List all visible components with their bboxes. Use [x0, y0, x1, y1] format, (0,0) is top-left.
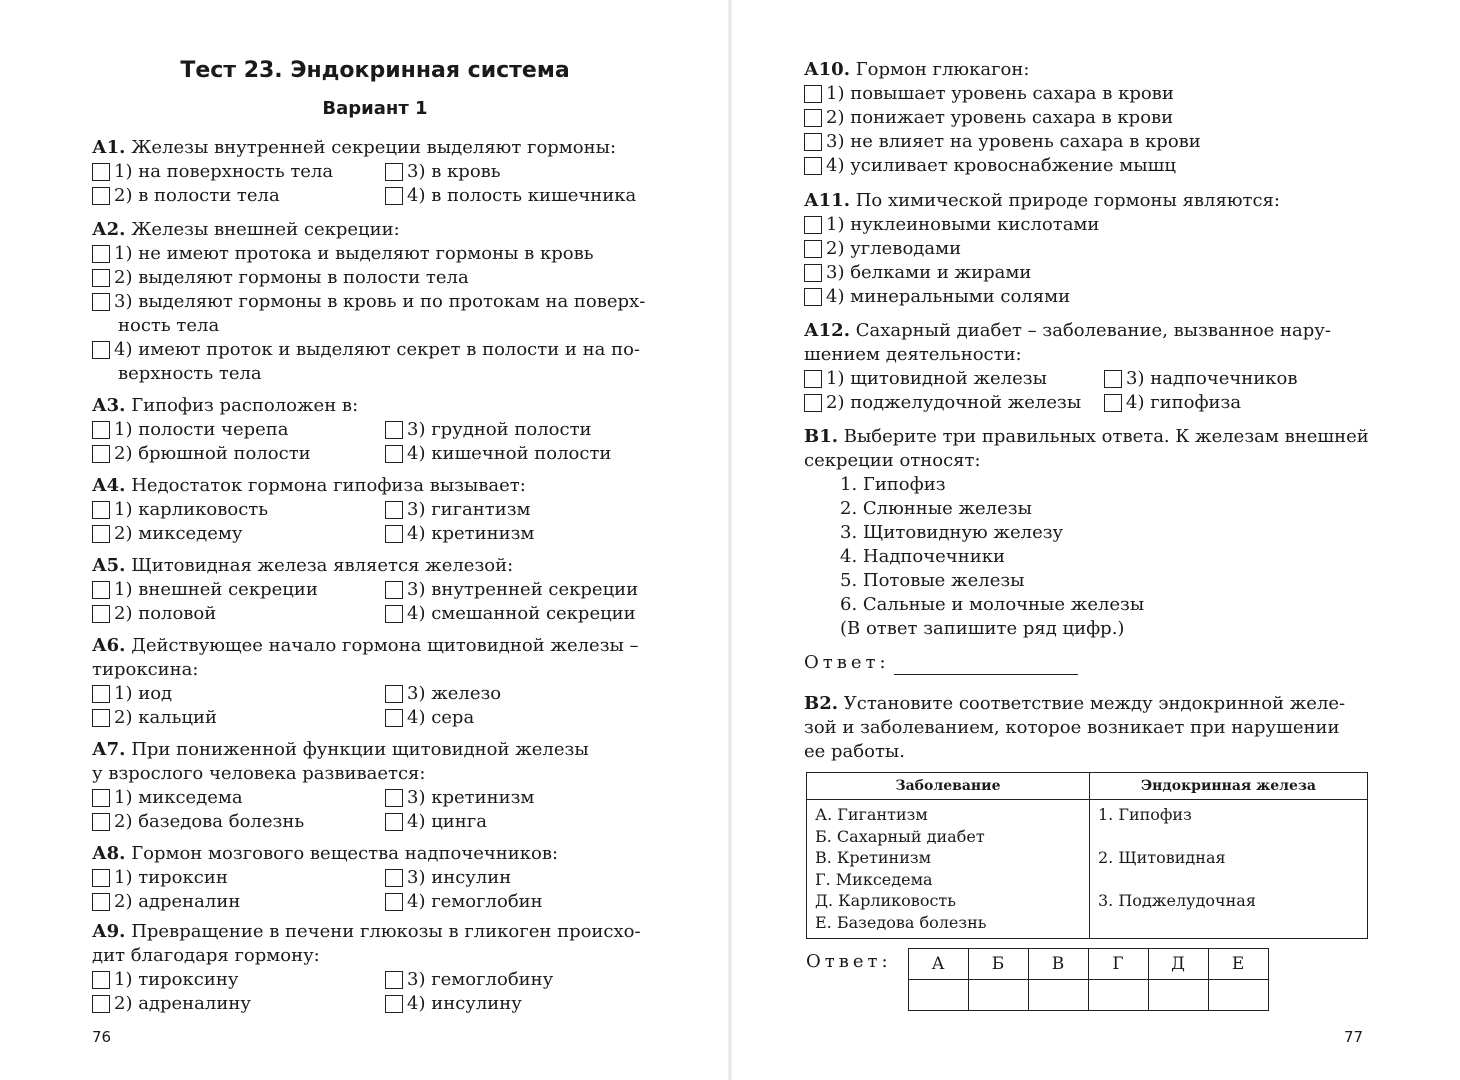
question-text: Сахарный диабет – заболевание, вызванное нару- — [855, 320, 1331, 341]
option-label: 1) микседема — [114, 787, 243, 808]
option[interactable] — [804, 261, 1031, 285]
option-label: 4) в полость кишечника — [407, 185, 637, 206]
gland-column — [1090, 800, 1368, 939]
question-a8 — [92, 842, 558, 914]
option-label: 2) кальций — [114, 707, 217, 728]
gland-item: 1. Гипофиз — [1098, 805, 1192, 824]
option[interactable] — [385, 810, 487, 834]
right-page — [730, 0, 1460, 1080]
checkbox[interactable] — [92, 501, 110, 519]
checkbox[interactable] — [92, 813, 110, 831]
question-a5 — [92, 554, 638, 626]
checkbox[interactable] — [385, 421, 403, 439]
checkbox[interactable] — [385, 869, 403, 887]
question-a6 — [92, 634, 639, 730]
answer-cell[interactable] — [968, 980, 1028, 1011]
disease-item: Г. Микседема — [815, 869, 933, 889]
option-label: 3) инсулин — [407, 867, 512, 888]
option[interactable] — [92, 184, 385, 208]
question-a11 — [804, 189, 1280, 309]
checkbox[interactable] — [92, 269, 110, 287]
checkbox[interactable] — [385, 581, 403, 599]
checkbox[interactable] — [92, 163, 110, 181]
checkbox[interactable] — [92, 605, 110, 623]
question-number: А6. — [92, 635, 126, 656]
option[interactable] — [804, 82, 1174, 106]
answer-letter: Д — [1148, 949, 1208, 980]
checkbox[interactable] — [92, 293, 110, 311]
checkbox[interactable] — [92, 245, 110, 263]
option[interactable] — [385, 890, 543, 914]
option[interactable] — [92, 266, 469, 290]
b1-note: (В ответ запишите ряд цифр.) — [840, 618, 1125, 639]
question-text: По химической природе гормоны являются: — [855, 190, 1280, 211]
option-label: 4) смешанной секреции — [407, 603, 636, 624]
option-label: 2) выделяют гормоны в полости тела — [114, 267, 469, 288]
checkbox[interactable] — [92, 445, 110, 463]
option-label: 1) тироксину — [114, 969, 239, 990]
option-label: 3) внутренней секреции — [407, 579, 639, 600]
checkbox[interactable] — [92, 995, 110, 1013]
question-text-continued: дит благодаря гормону: — [92, 945, 320, 966]
checkbox[interactable] — [385, 893, 403, 911]
checkbox[interactable] — [92, 421, 110, 439]
option[interactable] — [92, 290, 645, 314]
option-label: 2) микседему — [114, 523, 243, 544]
question-a4 — [92, 474, 534, 546]
option[interactable] — [92, 968, 385, 992]
question-number: А3. — [92, 395, 126, 416]
b1-choice-list — [804, 473, 1369, 641]
list-item: 4. Надпочечники — [840, 546, 1005, 567]
checkbox[interactable] — [804, 157, 822, 175]
checkbox[interactable] — [1104, 370, 1122, 388]
answer-label: Ответ: — [804, 652, 890, 673]
question-text: Действующее начало гормона щитовидной железы – — [131, 635, 639, 656]
option[interactable] — [1104, 391, 1241, 415]
option-label: 2) поджелудочной железы — [826, 392, 1082, 413]
option-label: 1) нуклеиновыми кислотами — [826, 214, 1100, 235]
checkbox[interactable] — [92, 341, 110, 359]
option[interactable] — [385, 866, 511, 890]
option-label: 1) на поверхность тела — [114, 161, 334, 182]
answer-letter: Б — [968, 949, 1028, 980]
checkbox[interactable] — [92, 893, 110, 911]
option[interactable] — [92, 578, 385, 602]
page-number: 77 — [1344, 1028, 1364, 1046]
list-item: 3. Щитовидную железу — [840, 522, 1064, 543]
disease-item: Д. Карликовость — [815, 891, 956, 911]
matching-table — [806, 772, 1368, 939]
option[interactable] — [385, 442, 611, 466]
checkbox[interactable] — [804, 109, 822, 127]
gland-item: 3. Поджелудочная — [1098, 891, 1256, 911]
question-number: А9. — [92, 921, 126, 942]
option-label: 4) сера — [407, 707, 475, 728]
option[interactable] — [804, 391, 1104, 415]
question-text-continued: у взрослого человека развивается: — [92, 763, 426, 784]
list-item: 5. Потовые железы — [840, 570, 1025, 591]
option[interactable] — [804, 237, 961, 261]
question-number: А5. — [92, 555, 126, 576]
option-label-continued: верхность тела — [118, 363, 262, 384]
option-label: 1) не имеют протока и выделяют гормоны в кровь — [114, 243, 594, 264]
option[interactable] — [804, 106, 1173, 130]
disease-item: А. Гигантизм — [815, 805, 928, 824]
answer-cell[interactable] — [1028, 980, 1088, 1011]
option[interactable] — [385, 992, 522, 1016]
option-label: 4) цинга — [407, 811, 487, 832]
option-label: 1) иод — [114, 683, 173, 704]
question-number: А2. — [92, 219, 126, 240]
checkbox[interactable] — [92, 187, 110, 205]
checkbox[interactable] — [804, 264, 822, 282]
option[interactable] — [385, 184, 636, 208]
option[interactable] — [804, 154, 1176, 178]
option-label: 2) углеводами — [826, 238, 962, 259]
option[interactable] — [92, 338, 640, 362]
option-label: 1) щитовидной железы — [826, 368, 1047, 389]
answer-letter: В — [1028, 949, 1088, 980]
option[interactable] — [92, 682, 385, 706]
option-label: 3) грудной полости — [407, 419, 592, 440]
answer-label: Ответ: — [806, 951, 892, 972]
answer-cell[interactable] — [1088, 980, 1148, 1011]
question-text-continued: шением деятельности: — [804, 344, 1022, 365]
option-label: 2) в полости тела — [114, 185, 280, 206]
question-a10 — [804, 58, 1201, 178]
option-label: 4) кишечной полости — [407, 443, 612, 464]
b1-answer-field[interactable] — [894, 656, 1078, 675]
option-label: 2) брюшной полости — [114, 443, 311, 464]
option[interactable] — [92, 522, 385, 546]
answer-cell[interactable] — [1208, 980, 1268, 1011]
question-number: А7. — [92, 739, 126, 760]
option-label: 1) повышает уровень сахара в крови — [826, 83, 1174, 104]
option[interactable] — [92, 242, 594, 266]
option-label: 2) понижает уровень сахара в крови — [826, 107, 1174, 128]
disease-item: Б. Сахарный диабет — [815, 826, 985, 846]
question-text-continued: секреции относят: — [804, 450, 981, 471]
question-a1 — [92, 136, 636, 208]
checkbox[interactable] — [385, 995, 403, 1013]
option[interactable] — [92, 160, 385, 184]
option[interactable] — [804, 285, 1070, 309]
option-label: 3) гигантизм — [407, 499, 531, 520]
option-label: 3) железо — [407, 683, 502, 704]
option-label: 4) инсулину — [407, 993, 522, 1014]
option[interactable] — [92, 992, 385, 1016]
option[interactable] — [92, 442, 385, 466]
question-number: А12. — [804, 320, 850, 341]
checkbox[interactable] — [92, 789, 110, 807]
option[interactable] — [385, 682, 501, 706]
option[interactable] — [385, 786, 534, 810]
option[interactable] — [92, 602, 385, 626]
option[interactable] — [804, 367, 1104, 391]
gland-item: 2. Щитовидная — [1098, 848, 1226, 868]
answer-letter: А — [908, 949, 968, 980]
option-label: 4) минеральными солями — [826, 286, 1071, 307]
option[interactable] — [804, 130, 1201, 154]
checkbox[interactable] — [385, 445, 403, 463]
question-number: А4. — [92, 475, 126, 496]
option[interactable] — [385, 418, 592, 442]
option-label: 3) кретинизм — [407, 787, 535, 808]
answer-cell[interactable] — [1148, 980, 1208, 1011]
b1-answer-row — [804, 651, 1369, 675]
option[interactable] — [804, 213, 1099, 237]
option[interactable] — [385, 160, 501, 184]
question-b2 — [804, 692, 1345, 764]
checkbox[interactable] — [385, 187, 403, 205]
question-a12 — [804, 319, 1331, 415]
option[interactable] — [92, 810, 385, 834]
question-a7 — [92, 738, 589, 834]
checkbox[interactable] — [1104, 394, 1122, 412]
checkbox[interactable] — [804, 394, 822, 412]
question-text: Гормон мозгового вещества надпочечников: — [131, 843, 559, 864]
option-label: 3) не влияет на уровень сахара в крови — [826, 131, 1201, 152]
list-item: 2. Слюнные железы — [840, 498, 1032, 519]
option-label: 1) карликовость — [114, 499, 269, 520]
option-label: 3) белками и жирами — [826, 262, 1032, 283]
question-a2 — [92, 218, 645, 386]
question-text: Гормон глюкагон: — [855, 59, 1030, 80]
option[interactable] — [92, 418, 385, 442]
disease-item: В. Кретинизм — [815, 848, 932, 868]
question-number: А8. — [92, 843, 126, 864]
option[interactable] — [385, 602, 636, 626]
question-number: А1. — [92, 137, 126, 158]
option-label: 1) внешней секреции — [114, 579, 318, 600]
question-text: Железы внутренней секреции выделяют гормоны: — [131, 137, 617, 158]
option[interactable] — [385, 706, 474, 730]
question-number: В2. — [804, 693, 839, 714]
variant-subtitle: Вариант 1 — [322, 98, 428, 119]
checkbox[interactable] — [385, 789, 403, 807]
checkbox[interactable] — [385, 605, 403, 623]
question-text-continued: зой и заболеванием, которое возникает при нарушении — [804, 717, 1340, 738]
option-label: 3) в кровь — [407, 161, 501, 182]
checkbox[interactable] — [92, 709, 110, 727]
question-a9 — [92, 920, 641, 1016]
question-b1 — [804, 425, 1369, 675]
checkbox[interactable] — [385, 971, 403, 989]
checkbox[interactable] — [385, 709, 403, 727]
table-header: Заболевание — [807, 773, 1090, 800]
b2-answer-grid — [908, 948, 1269, 1011]
option-label-continued: ность тела — [118, 315, 220, 336]
question-text: Гипофиз расположен в: — [131, 395, 359, 416]
checkbox[interactable] — [804, 216, 822, 234]
checkbox[interactable] — [92, 685, 110, 703]
question-text: Установите соответствие между эндокринной желе- — [843, 693, 1346, 714]
b2-answer-row — [806, 948, 1269, 1011]
checkbox[interactable] — [385, 163, 403, 181]
checkbox[interactable] — [385, 525, 403, 543]
checkbox[interactable] — [385, 813, 403, 831]
question-text-continued: тироксина: — [92, 659, 199, 680]
question-number: А10. — [804, 59, 850, 80]
checkbox[interactable] — [92, 971, 110, 989]
option[interactable] — [385, 968, 553, 992]
option-label: 2) половой — [114, 603, 217, 624]
option-label: 2) базедова болезнь — [114, 811, 305, 832]
question-a3 — [92, 394, 611, 466]
question-number: В1. — [804, 426, 839, 447]
question-text: Недостаток гормона гипофиза вызывает: — [131, 475, 526, 496]
question-text: Железы внешней секреции: — [131, 219, 400, 240]
option[interactable] — [92, 866, 385, 890]
option[interactable] — [385, 522, 534, 546]
option[interactable] — [1104, 367, 1298, 391]
option-label: 3) выделяют гормоны в кровь и по протокам на поверх- — [114, 291, 646, 312]
answer-letter: Е — [1208, 949, 1268, 980]
option-label: 3) надпочечников — [1126, 368, 1298, 389]
question-text: При пониженной функции щитовидной железы — [131, 739, 589, 760]
checkbox[interactable] — [92, 525, 110, 543]
question-text: Щитовидная железа является железой: — [131, 555, 514, 576]
option[interactable] — [92, 706, 385, 730]
checkbox[interactable] — [804, 288, 822, 306]
checkbox[interactable] — [385, 501, 403, 519]
question-text: Превращение в печени глюкозы в гликоген происхо- — [131, 921, 641, 942]
option[interactable] — [92, 498, 385, 522]
checkbox[interactable] — [804, 133, 822, 151]
option[interactable] — [385, 498, 531, 522]
option-label: 2) адреналин — [114, 891, 241, 912]
list-item: 6. Сальные и молочные железы — [840, 594, 1145, 615]
checkbox[interactable] — [804, 370, 822, 388]
option-label: 2) адреналину — [114, 993, 251, 1014]
option[interactable] — [92, 890, 385, 914]
disease-item: Е. Базедова болезнь — [815, 912, 987, 932]
option-label: 3) гемоглобину — [407, 969, 554, 990]
checkbox[interactable] — [92, 869, 110, 887]
list-item: 1. Гипофиз — [840, 474, 946, 495]
disease-column — [807, 800, 1090, 939]
question-text-continued: ее работы. — [804, 741, 905, 762]
table-header: Эндокринная железа — [1090, 773, 1368, 800]
option-label: 4) имеют проток и выделяют секрет в полости и на по- — [114, 339, 641, 360]
answer-cell[interactable] — [908, 980, 968, 1011]
question-number: А11. — [804, 190, 850, 211]
test-title: Тест 23. Эндокринная система — [180, 58, 570, 83]
checkbox[interactable] — [385, 685, 403, 703]
option[interactable] — [92, 786, 385, 810]
page-number: 76 — [92, 1028, 112, 1046]
option-label: 4) усиливает кровоснабжение мышц — [826, 155, 1176, 176]
option-label: 1) полости черепа — [114, 419, 289, 440]
checkbox[interactable] — [804, 240, 822, 258]
answer-letter: Г — [1088, 949, 1148, 980]
question-text: Выберите три правильных ответа. К железам внешней — [843, 426, 1369, 447]
checkbox[interactable] — [92, 581, 110, 599]
option-label: 1) тироксин — [114, 867, 228, 888]
option-label: 4) кретинизм — [407, 523, 535, 544]
option-label: 4) гипофиза — [1126, 392, 1242, 413]
checkbox[interactable] — [804, 85, 822, 103]
option-label: 4) гемоглобин — [407, 891, 543, 912]
option[interactable] — [385, 578, 638, 602]
